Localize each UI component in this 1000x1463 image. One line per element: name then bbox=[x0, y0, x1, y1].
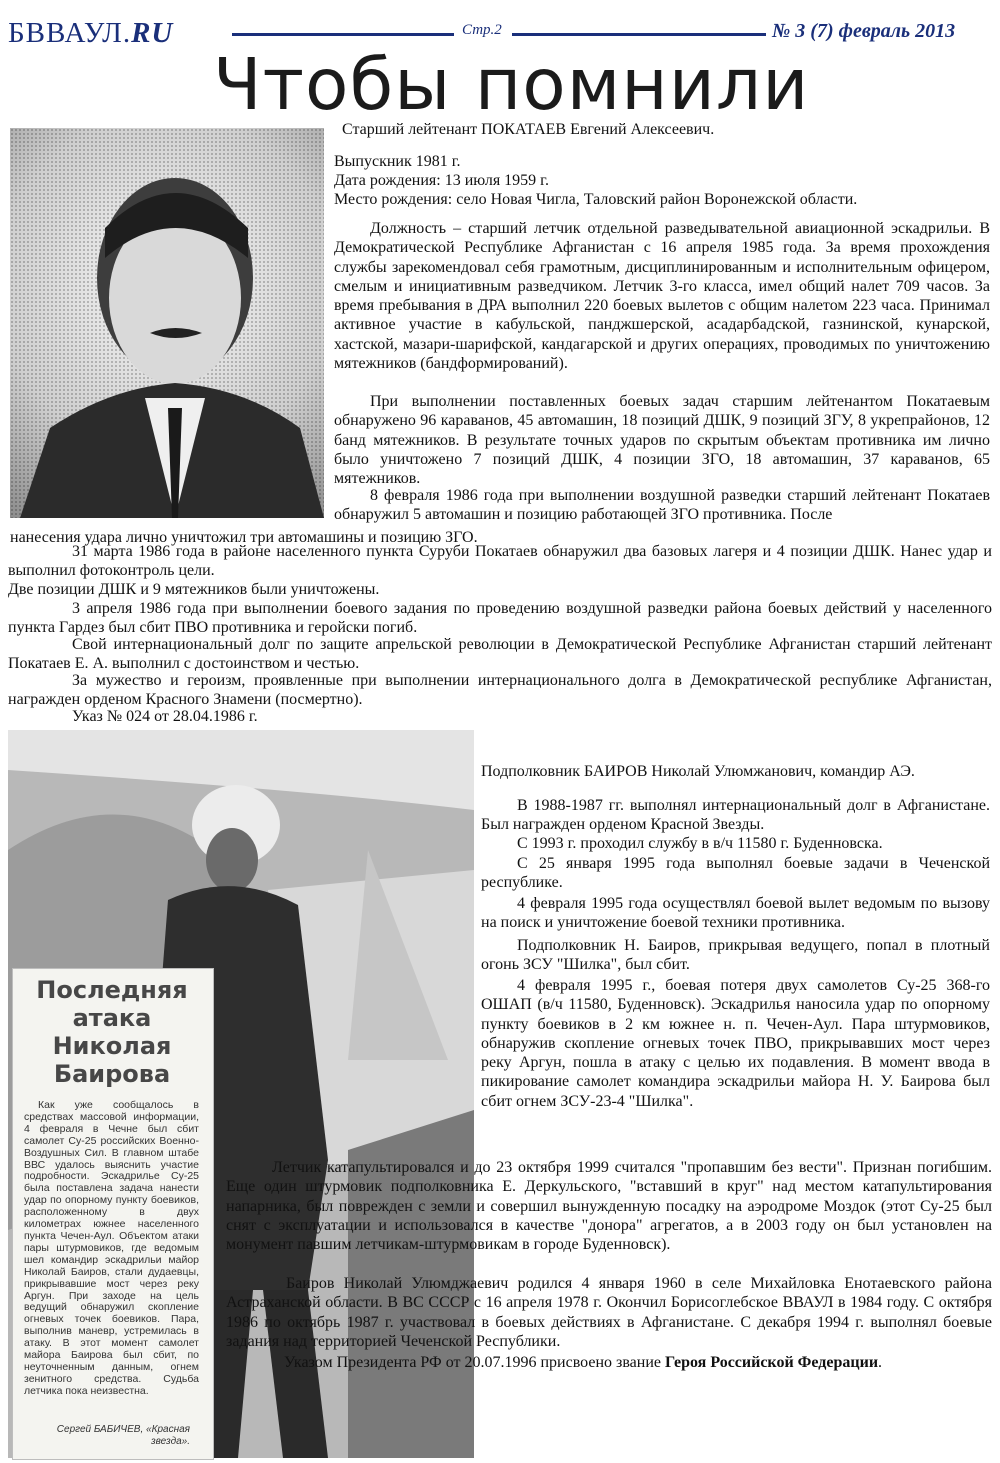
article2-paragraph bbox=[481, 976, 990, 1111]
award-period: . bbox=[878, 1354, 883, 1371]
article1-heading: Старший лейтенант ПОКАТАЕВ Евгений Алексеевич. bbox=[342, 121, 715, 138]
clipping-body bbox=[24, 1100, 199, 1398]
article1-p3a-text: 8 февраля 1986 года при выполнении воздушной разведки старший лейтенант Покатаев обнаружил 5 автомашин и позицию работающей ЗГО противника. После bbox=[334, 487, 990, 524]
brand-text: БВВАУЛ. bbox=[8, 17, 132, 49]
article1-p5-text: 3 апреля 1986 года при выполнении боевого задания по проведению воздушной разведки района боевых действий у населенного пункта Гардез был сбит ПВО противника и геройски погиб. bbox=[8, 600, 992, 637]
article2-paragraph: С 1993 г. проходил службу в в/ч 11580 г. Буденновска. bbox=[517, 835, 883, 852]
article1-bio-birthdate: Дата рождения: 13 июля 1959 г. bbox=[334, 172, 549, 189]
article2-p3-text: С 25 января 1995 года выполнял боевые задачи в Чеченской республике. bbox=[481, 855, 990, 892]
article2-paragraph bbox=[226, 1274, 992, 1351]
article1-p7-text: За мужество и героизм, проявленные при выполнении интернационального долга в Демократической республике Афганистан, награжден орденом Красного Знамени (посмертно). bbox=[8, 672, 992, 709]
clipping-body-text: Как уже сообщалось в средствах массовой информации, 4 февраля в Чечне был сбит самолет Су-25 российских Военно-Воздушных Сил. В главном штабе ВВС удалось выяснить участие подробности. Эскадрилье Су-25 была поставлена задача нанести удар по опорному пункту боевиков, расположенному в двух километрах южнее населенного пункта Чечен-Аул. Объектом атаки пары штурмовиков, где ведомым шел командир эскадрильи майор Николай Баиров, стали дудаевцы, прикрывавшие мост через реку Аргун. При заходе на цель ведущий обнаружил скопление огневых точек боевиков. Пара, выполнив маневр, устремилась в атаку. В этот момент самолет майора Баирова был сбит, по неуточненным данным, огнем зенитного средства. Судьба летчика пока неизвестна. bbox=[24, 1099, 199, 1397]
article2-p8-text: Баиров Николай Улюмджаевич родился 4 января 1960 в селе Михайловка Енотаевского района Астраханской области. В ВС СССР с 16 апреля 1978 г. Окончил Борисоглебское ВВАУЛ в 1984 году. С октября 1986 по октябрь 1987 г. участвовал в боевых действиях в Афганистане. С декабря 1994 г. выполнял боевые задания над территорией Чеченской Республики. bbox=[226, 1275, 992, 1350]
page-number: Стр.2 bbox=[462, 22, 502, 38]
article1-paragraph-continued: нанесения удара лично уничтожил три автомашины и позицию ЗГО. bbox=[10, 529, 478, 546]
article2-paragraph bbox=[481, 854, 990, 893]
brand-ru: RU bbox=[131, 17, 174, 49]
article1-p4-text: 31 марта 1986 года в районе населенного пункта Суруби Покатаев обнаружил два базовых лагеря и 4 позиции ДШК. Нанес удар и выполнил фотоконтроль цели. bbox=[8, 543, 992, 580]
article2-award bbox=[284, 1353, 882, 1372]
masthead-brand bbox=[8, 16, 173, 50]
page-title: Чтобы помнили bbox=[213, 43, 810, 126]
article1-paragraph-continued: Две позиции ДШК и 9 мятежников были уничтожены. bbox=[8, 581, 380, 598]
article1-bio-birthplace: Место рождения: село Новая Чигла, Таловский район Воронежской области. bbox=[334, 191, 858, 208]
article2-paragraph bbox=[481, 796, 990, 835]
article1-p2-text: При выполнении поставленных боевых задач старшим лейтенантом Покатаевым обнаружено 96 караванов, 45 автомашин, 18 позиций ДШК, 9 позиций ЗГУ, 8 укрепрайонов, 12 банд мятежников. В результате точных ударов по скрытым объектам противника им лично было уничтожено 7 позиций ДШК, 4 позиции ЗГО, 18 автомашин, 37 караванов, 65 мятежников. bbox=[334, 393, 990, 488]
article2-paragraph bbox=[481, 894, 990, 933]
article1-p6-text: Свой интернациональный долг по защите апрельской революции в Демократической Республике Афганистан старший лейтенант Покатаев Е. А. выполнил с достоинством и честью. bbox=[8, 636, 992, 673]
article1-bio-graduate: Выпускник 1981 г. bbox=[334, 153, 461, 170]
award-text: Указом Президента РФ от 20.07.1996 присвоено звание bbox=[284, 1354, 665, 1371]
article2-p7-text: Летчик катапультировался и до 23 октября 1999 считался "пропавшим без вести". Признан погибшим. Еще один штурмовик подполковника Е. Деркульского, "вставший в круг" над местом катапультирования напарника, был поврежден с земли и совершил вынужденную посадку на аэродроме Моздок (этот Су-25 был снят с эксплуатации и использовался в качестве "донора" агрегатов, а в 2003 году он был установлен на монумент павшим летчикам-штурмовикам в городе Буденновск). bbox=[226, 1159, 992, 1254]
article1-decree: Указ № 024 от 28.04.1986 г. bbox=[72, 708, 258, 725]
header-rule-left bbox=[232, 33, 454, 36]
article2-paragraph bbox=[481, 936, 990, 975]
article1-paragraph bbox=[8, 671, 992, 710]
article2-heading: Подполковник БАИРОВ Николай Улюмжанович, командир АЭ. bbox=[481, 763, 915, 780]
award-title: Героя Российской Федерации bbox=[665, 1354, 879, 1371]
article2-p1-text: В 1988-1987 гг. выполнял интернациональный долг в Афганистане. Был награжден орденом Красной Звезды. bbox=[481, 797, 990, 834]
article1-paragraph bbox=[334, 392, 990, 488]
article2-p4-text: 4 февраля 1995 года осуществлял боевой вылет ведомым по вызову на поиск и уничтожение боевой техники противника. bbox=[481, 895, 990, 932]
article2-p6-text: 4 февраля 1995 г., боевая потеря двух самолетов Су-25 368-го ОШАП (в/ч 11580, Буденновск). Эскадрилья наносила удар по опорному пункту боевиков в 2 км южнее н. п. Чечен-Аул. Пара штурмовиков, обнаружив скопление огневых точек ПВО, прикрывавших мост через реку Аргун, пошла в атаку с целью их подавления. В момент ввода в пикирование самолет командира эскадрильи майора Н. У. Баирова был сбит огнем ЗСУ-23-4 "Шилка". bbox=[481, 977, 990, 1110]
issue-info: № 3 (7) февраль 2013 bbox=[772, 20, 956, 42]
clipping-author: Сергей БАБИЧЕВ, «Красная звезда». bbox=[56, 1424, 190, 1447]
article1-p1-text: Должность – старший летчик отдельной разведывательной авиационной эскадрильи. В Демократической Республике Афганистан с 16 апреля 1985 года. За время прохождения службы зарекомендовал себя грамотным, дисциплинированным и исполнительным офицером, смелым и инициативным разведчиком. Летчик 3-го класса, имел общий налет 709 часов. За время пребывания в ДРА выполнил 220 боевых вылетов с общим налетом 223 часа. Принимал активное участие в кабульской, панджшерской, асадарбадской, газнинской, кунарской, хастской, мазари-шарифской, кандагарской и других операциях, проводимых по уничтожению мятежников (бандформирований). bbox=[334, 220, 990, 373]
article1-paragraph bbox=[8, 635, 992, 674]
clipping-title: Последняя атака Николая Баирова bbox=[36, 976, 188, 1088]
article1-paragraph bbox=[8, 542, 992, 581]
article1-paragraph bbox=[334, 486, 990, 525]
article1-paragraph bbox=[334, 219, 990, 373]
article1-paragraph bbox=[8, 599, 992, 638]
header-rule-right bbox=[512, 33, 766, 36]
article2-paragraph bbox=[226, 1158, 992, 1254]
portrait-photo-pokataev bbox=[10, 128, 324, 518]
article2-p5-text: Подполковник Н. Баиров, прикрывая ведущего, попал в плотный огонь ЗСУ "Шилка", был сбит. bbox=[481, 937, 990, 974]
